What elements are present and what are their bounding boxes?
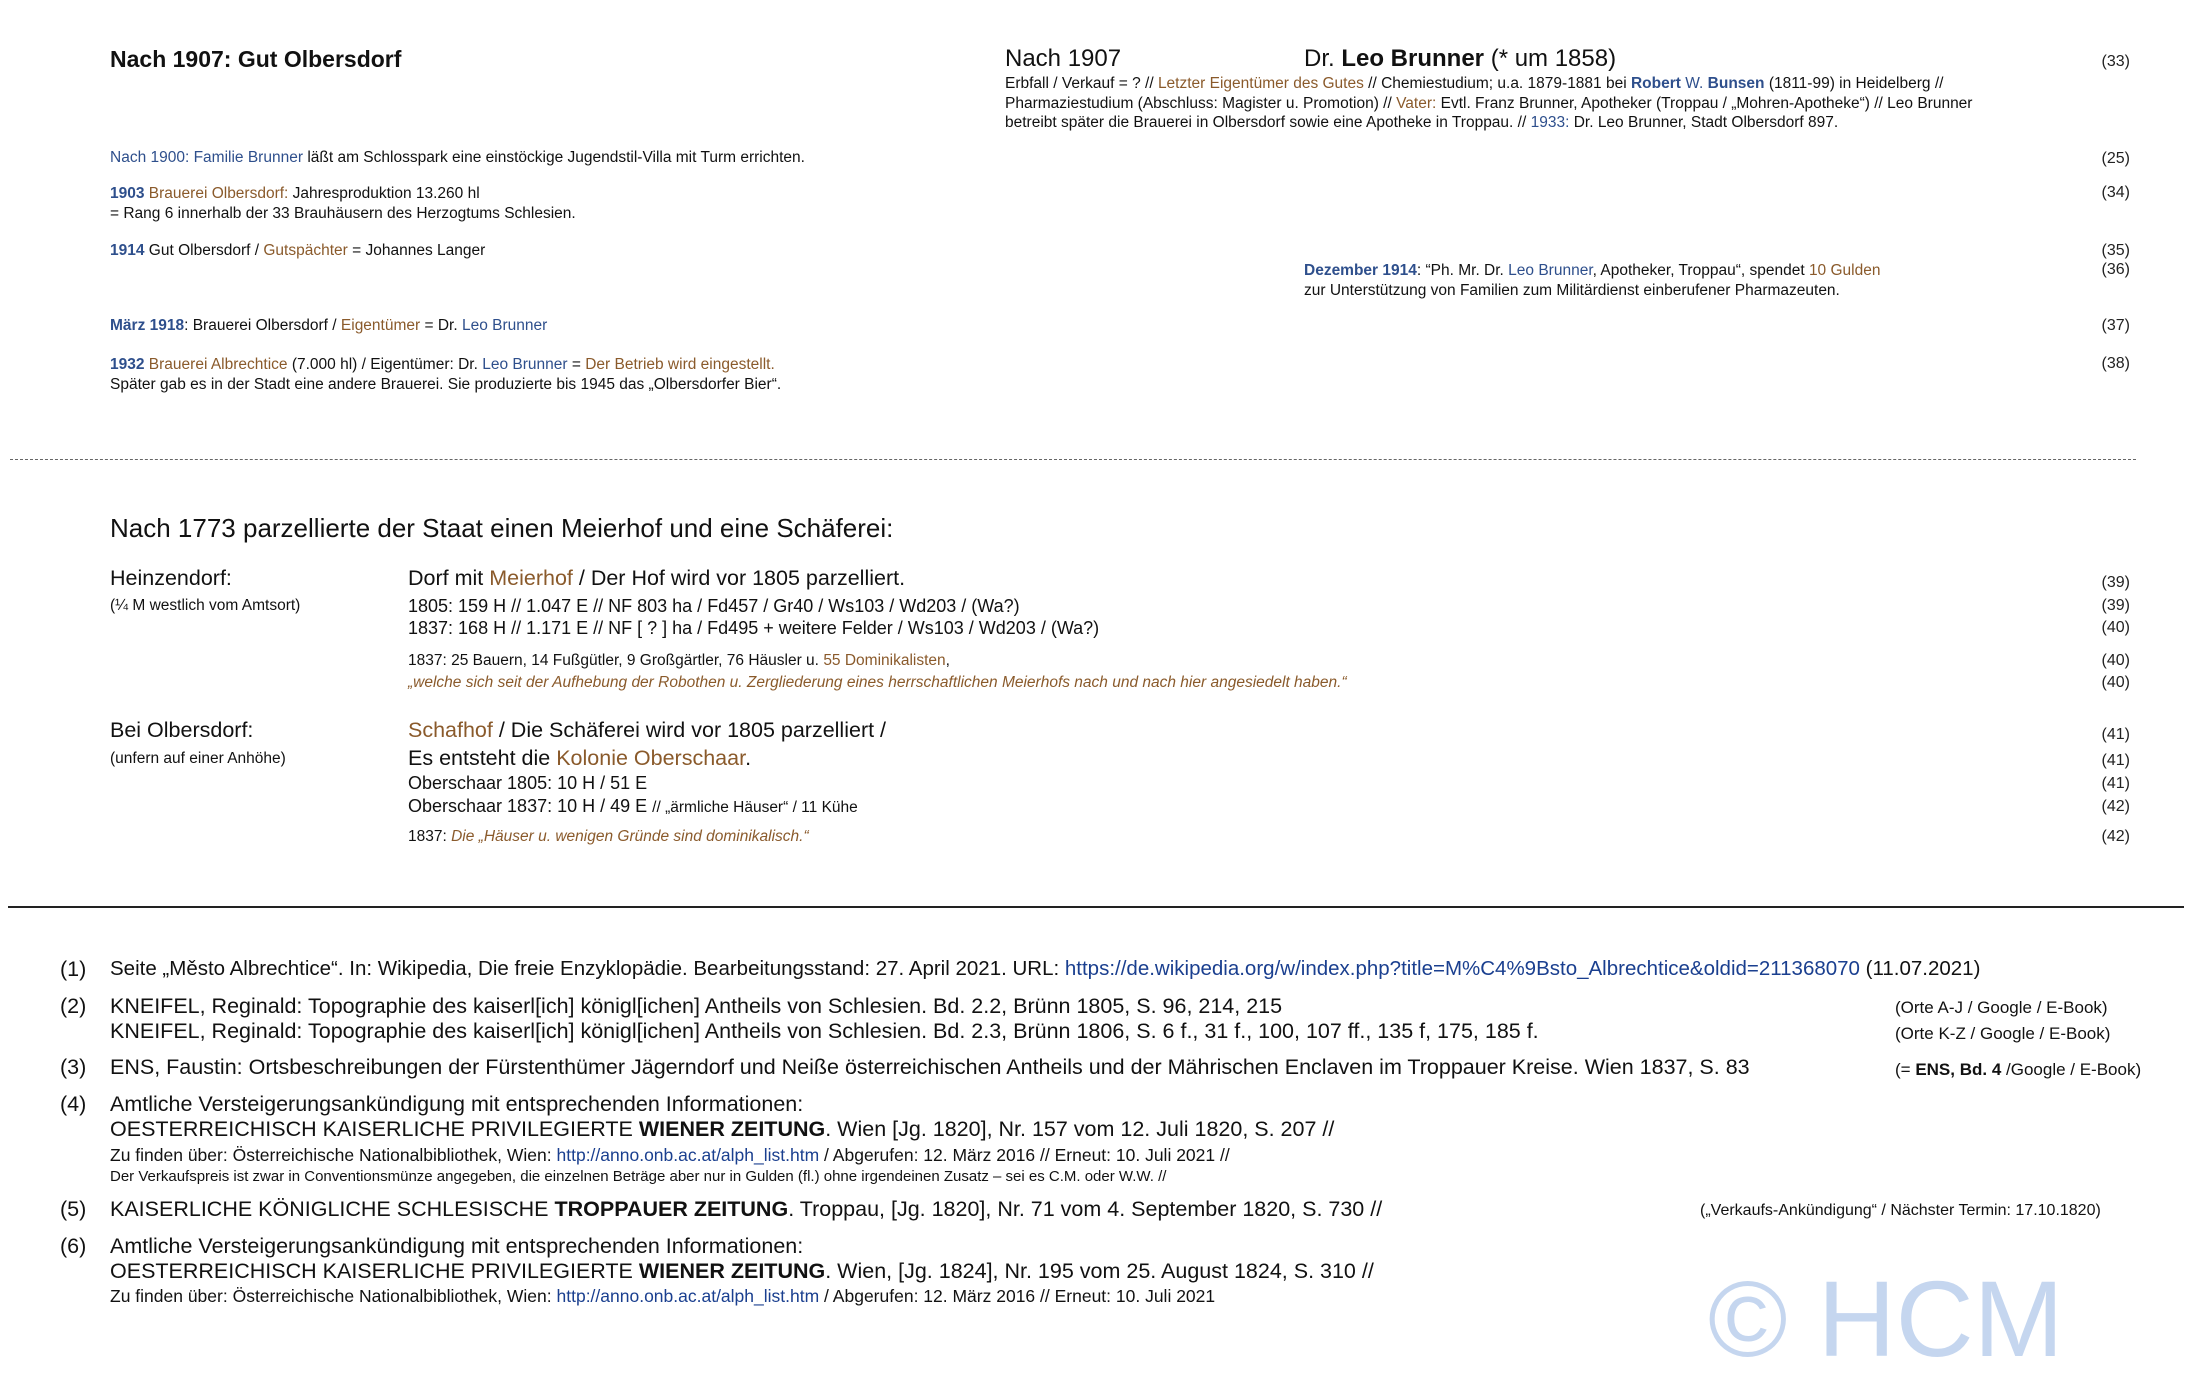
ref-40a: (40) — [2101, 619, 2130, 636]
footnote-4-line-4: Der Verkaufspreis ist zwar in Conventionsmünze angegeben, die einzelnen Beträge aber nur in Gulden (fl.) ohne irgendeinen Zusatz – sei es C.M. oder W.W. // — [110, 1168, 1167, 1185]
ref-33: (33) — [2101, 53, 2130, 70]
ref-37: (37) — [2101, 317, 2130, 334]
olbersdorf-line-1: Schafhof / Die Schäferei wird vor 1805 parzelliert / — [408, 718, 887, 742]
footnote-1: Seite „Město Albrechtice“. In: Wikipedia, Die freie Enzyklopädie. Bearbeitungsstand: 27. April 2021. URL: https://de.wikipedia.org/w/index.php?title=M%C4%9Bsto_Albrechtice&oldid=211368070 (11.07.2021) — [110, 957, 1981, 980]
ref-39a: (39) — [2101, 574, 2130, 591]
footnote-2-note-2: (Orte K-Z / Google / E-Book) — [1895, 1024, 2111, 1043]
event-1932: 1932 Brauerei Albrechtice (7.000 hl) / Eigentümer: Dr. Leo Brunner = Der Betrieb wird eingestellt. Später gab es in der Stadt eine andere Brauerei. Sie produzierte bis 1945 das „Olbersdorfer Bier“. — [110, 356, 782, 393]
copyright-watermark: © HCM — [1708, 1258, 2064, 1379]
ref-41a: (41) — [2101, 726, 2130, 743]
event-dec-1914: Dezember 1914: “Ph. Mr. Dr. Leo Brunner, Apotheker, Troppau“, spendet 10 Gulden zur Unterstützung von Familien zum Militärdienst einberufener Pharmazeuten. — [1304, 262, 1881, 299]
footnote-2-line-1: KNEIFEL, Reginald: Topographie des kaiserl[ich] königl[ichen] Antheils von Schlesien. Bd. 2.2, Brünn 1805, S. 96, 214, 215 — [110, 994, 1283, 1018]
footnote-number-1: (1) — [60, 957, 87, 981]
olbersdorf-line-2: Es entsteht die Kolonie Oberschaar. — [408, 746, 752, 770]
olbersdorf-line-4: Oberschaar 1837: 10 H / 49 E // „ärmliche Häuser“ / 11 Kühe — [408, 796, 858, 816]
footnote-number-6: (6) — [60, 1234, 87, 1258]
footnote-number-4: (4) — [60, 1092, 87, 1116]
footnote-6-link[interactable]: http://anno.onb.ac.at/alph_list.htm — [556, 1286, 820, 1306]
middle-heading: Nach 1773 parzellierte der Staat einen Meierhof und eine Schäferei: — [110, 513, 894, 543]
section-heading: Nach 1907: Gut Olbersdorf — [110, 46, 402, 72]
ref-42a: (42) — [2101, 798, 2130, 815]
heinzendorf-line-4: 1837: 25 Bauern, 14 Fußgütler, 9 Großgärtler, 76 Häusler u. 55 Dominikalisten, — [408, 652, 950, 669]
heinzendorf-line-3: 1837: 168 H // 1.171 E // NF [ ? ] ha / Fd495 + weitere Felder / Ws103 / Wd203 / (Wa?) — [408, 618, 1100, 638]
footnote-4-link[interactable]: http://anno.onb.ac.at/alph_list.htm — [556, 1145, 820, 1165]
heinzendorf-line-2: 1805: 159 H // 1.047 E // NF 803 ha / Fd457 / Gr40 / Ws103 / Wd203 / (Wa?) — [408, 596, 1020, 616]
olbersdorf-title: Bei Olbersdorf: — [110, 718, 254, 742]
olbersdorf-subtitle: (unfern auf einer Anhöhe) — [110, 750, 286, 767]
event-1914: 1914 Gut Olbersdorf / Gutspächter = Johannes Langer — [110, 242, 486, 259]
person-title: Dr. Leo Brunner (* um 1858) — [1304, 45, 1617, 72]
footnote-6-line-1: Amtliche Versteigerungsankündigung mit entsprechenden Informationen: — [110, 1234, 804, 1258]
footnote-4-line-1: Amtliche Versteigerungsankündigung mit entsprechenden Informationen: — [110, 1092, 804, 1116]
footnote-4-line-3: Zu finden über: Österreichische Nationalbibliothek, Wien: http://anno.onb.ac.at/alph_list.htm / Abgerufen: 12. März 2016 // Erneut: 10. Juli 2021 // — [110, 1145, 1230, 1165]
bio-text: Erbfall / Verkauf = ? // Letzter Eigentümer des Gutes // Chemiestudium; u.a. 1879-1881 bei Robert W. Bunsen (1811-99) in Heidelberg // Pharmaziestudium (Abschluss: Magister u. Promotion) // Vater: Evtl. Franz Brunner, Apotheker (Troppau / „Mohren-Apotheke“) // Leo Brunner betreibt später die Brauerei in Olbersdorf sowie eine Apotheke in Troppau. // 1933: Dr. Leo Brunner, Stadt Olbersdorf 897. — [1005, 75, 1973, 131]
ref-36: (36) — [2101, 261, 2130, 278]
footnote-5-note: („Verkaufs-Ankündigung“ / Nächster Termin: 17.10.1820) — [1700, 1202, 2101, 1219]
ref-40c: (40) — [2101, 674, 2130, 691]
dashed-divider — [10, 459, 2136, 460]
ref-35: (35) — [2101, 242, 2130, 259]
footnote-4-line-2: OESTERREICHISCH KAISERLICHE PRIVILEGIERTE WIENER ZEITUNG. Wien [Jg. 1820], Nr. 157 vom 12. Juli 1820, S. 207 // — [110, 1117, 1335, 1141]
ref-38: (38) — [2101, 355, 2130, 372]
ref-42b: (42) — [2101, 828, 2130, 845]
event-1918: März 1918: Brauerei Olbersdorf / Eigentümer = Dr. Leo Brunner — [110, 317, 548, 334]
ref-39b: (39) — [2101, 597, 2130, 614]
footnote-2-note-1: (Orte A-J / Google / E-Book) — [1895, 998, 2108, 1017]
footnote-6-line-2: OESTERREICHISCH KAISERLICHE PRIVILEGIERTE WIENER ZEITUNG. Wien, [Jg. 1824], Nr. 195 vom 25. August 1824, S. 310 // — [110, 1259, 1374, 1283]
solid-divider — [8, 906, 2184, 908]
ref-40b: (40) — [2101, 652, 2130, 669]
heinzendorf-title: Heinzendorf: — [110, 566, 232, 590]
event-1903: 1903 Brauerei Olbersdorf: Jahresproduktion 13.260 hl = Rang 6 innerhalb der 33 Brauhäusern des Herzogtums Schlesien. — [110, 185, 576, 222]
ref-34: (34) — [2101, 184, 2130, 201]
footnote-number-3: (3) — [60, 1055, 87, 1079]
footnote-1-link[interactable]: https://de.wikipedia.org/w/index.php?title=M%C4%9Bsto_Albrechtice&oldid=211368070 — [1064, 957, 1860, 980]
footnote-5: KAISERLICHE KÖNIGLICHE SCHLESISCHE TROPPAUER ZEITUNG. Troppau, [Jg. 1820], Nr. 71 vom 4. September 1820, S. 730 // — [110, 1197, 1383, 1221]
footnote-3-note: (= ENS, Bd. 4 /Google / E-Book) — [1895, 1060, 2142, 1079]
footnote-3: ENS, Faustin: Ortsbeschreibungen der Fürstenthümer Jägerndorf und Neiße österreichischen Antheils und der Mährischen Enclaven im Troppauer Kreise. Wien 1837, S. 83 — [110, 1055, 1750, 1079]
olbersdorf-line-3: Oberschaar 1805: 10 H / 51 E — [408, 773, 648, 793]
footnote-number-2: (2) — [60, 994, 87, 1018]
heinzendorf-line-1: Dorf mit Meierhof / Der Hof wird vor 1805 parzelliert. — [408, 566, 906, 590]
footnote-number-5: (5) — [60, 1197, 87, 1221]
footnote-2-line-2: KNEIFEL, Reginald: Topographie des kaiserl[ich] königl[ichen] Antheils von Schlesien. Bd. 2.3, Brünn 1806, S. 6 f., 31 f., 100, 107 ff., 135 f, 175, 185 f. — [110, 1019, 1539, 1043]
right-date: Nach 1907 — [1005, 45, 1122, 72]
heinzendorf-quote: „welche sich seit der Aufhebung der Robothen u. Zergliederung eines herrschaftlichen Meierhofs nach und nach hier angesiedelt haben.“ — [408, 674, 1347, 691]
event-1900: Nach 1900: Familie Brunner läßt am Schlosspark eine einstöckige Jugendstil-Villa mit Turm errichten. — [110, 149, 805, 166]
ref-41c: (41) — [2101, 775, 2130, 792]
heinzendorf-subtitle: (¼ M westlich vom Amtsort) — [110, 597, 301, 614]
footnote-6-line-3: Zu finden über: Österreichische Nationalbibliothek, Wien: http://anno.onb.ac.at/alph_list.htm / Abgerufen: 12. März 2016 // Erneut: 10. Juli 2021 — [110, 1286, 1216, 1306]
ref-41b: (41) — [2101, 752, 2130, 769]
ref-25: (25) — [2101, 150, 2130, 167]
olbersdorf-line-5: 1837: Die „Häuser u. wenigen Gründe sind dominikalisch.“ — [408, 828, 809, 845]
